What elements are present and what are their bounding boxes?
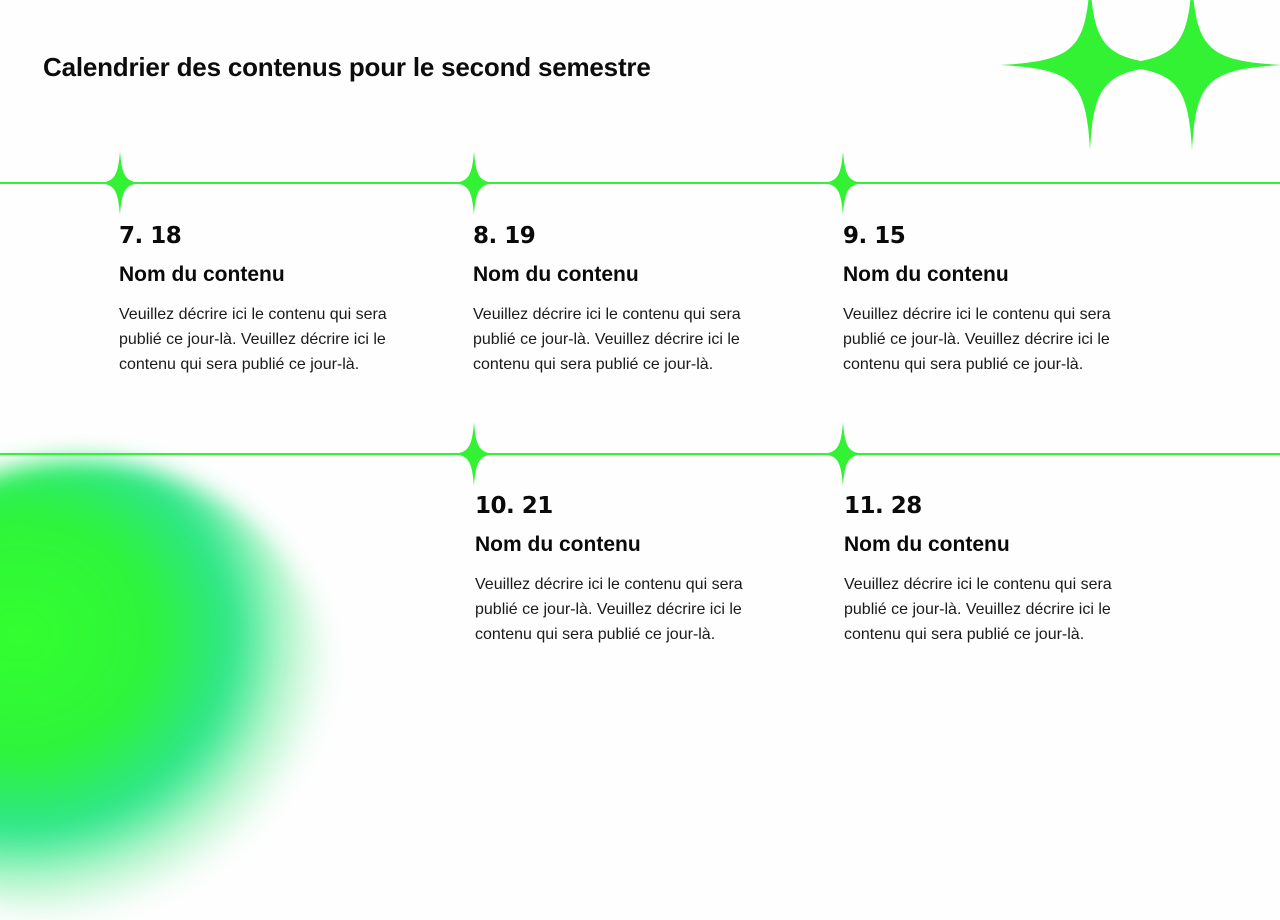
timeline-sparkle-icon (454, 422, 494, 486)
item-date: 11. 28 (844, 493, 922, 519)
item-title: Nom du contenu (473, 263, 639, 286)
timeline-sparkle-icon (823, 151, 863, 215)
page-title: Calendrier des contenus pour le second semestre (43, 52, 651, 82)
item-description: Veuillez décrire ici le contenu qui sera publié ce jour-là. Veuillez décrire ici le contenu qui sera publié ce jour-là. (473, 306, 741, 373)
item-description: Veuillez décrire ici le contenu qui sera publié ce jour-là. Veuillez décrire ici le contenu qui sera publié ce jour-là. (844, 576, 1112, 643)
timeline-item (843, 222, 1143, 377)
item-date: 8. 19 (473, 223, 536, 249)
item-date: 7. 18 (119, 223, 182, 249)
item-description: Veuillez décrire ici le contenu qui sera publié ce jour-là. Veuillez décrire ici le contenu qui sera publié ce jour-là. (475, 576, 743, 643)
item-description: Veuillez décrire ici le contenu qui sera publié ce jour-là. Veuillez décrire ici le contenu qui sera publié ce jour-là. (119, 306, 387, 373)
item-date: 10. 21 (475, 493, 553, 519)
item-date: 9. 15 (843, 223, 906, 249)
timeline-sparkle-icon (100, 151, 140, 215)
timeline-item (475, 492, 775, 647)
timeline-item (119, 222, 419, 377)
large-sparkle-icon (1102, 0, 1280, 150)
timeline-line-top (0, 182, 1280, 184)
item-title: Nom du contenu (843, 263, 1009, 286)
timeline-item (473, 222, 773, 377)
item-title: Nom du contenu (475, 533, 641, 556)
timeline-sparkle-icon (454, 151, 494, 215)
item-title: Nom du contenu (844, 533, 1010, 556)
timeline-line-bottom (0, 453, 1280, 455)
timeline-item (844, 492, 1144, 647)
item-title: Nom du contenu (119, 263, 285, 286)
green-gradient-blob (0, 460, 330, 920)
timeline-sparkle-icon (823, 422, 863, 486)
item-description: Veuillez décrire ici le contenu qui sera publié ce jour-là. Veuillez décrire ici le contenu qui sera publié ce jour-là. (843, 306, 1111, 373)
